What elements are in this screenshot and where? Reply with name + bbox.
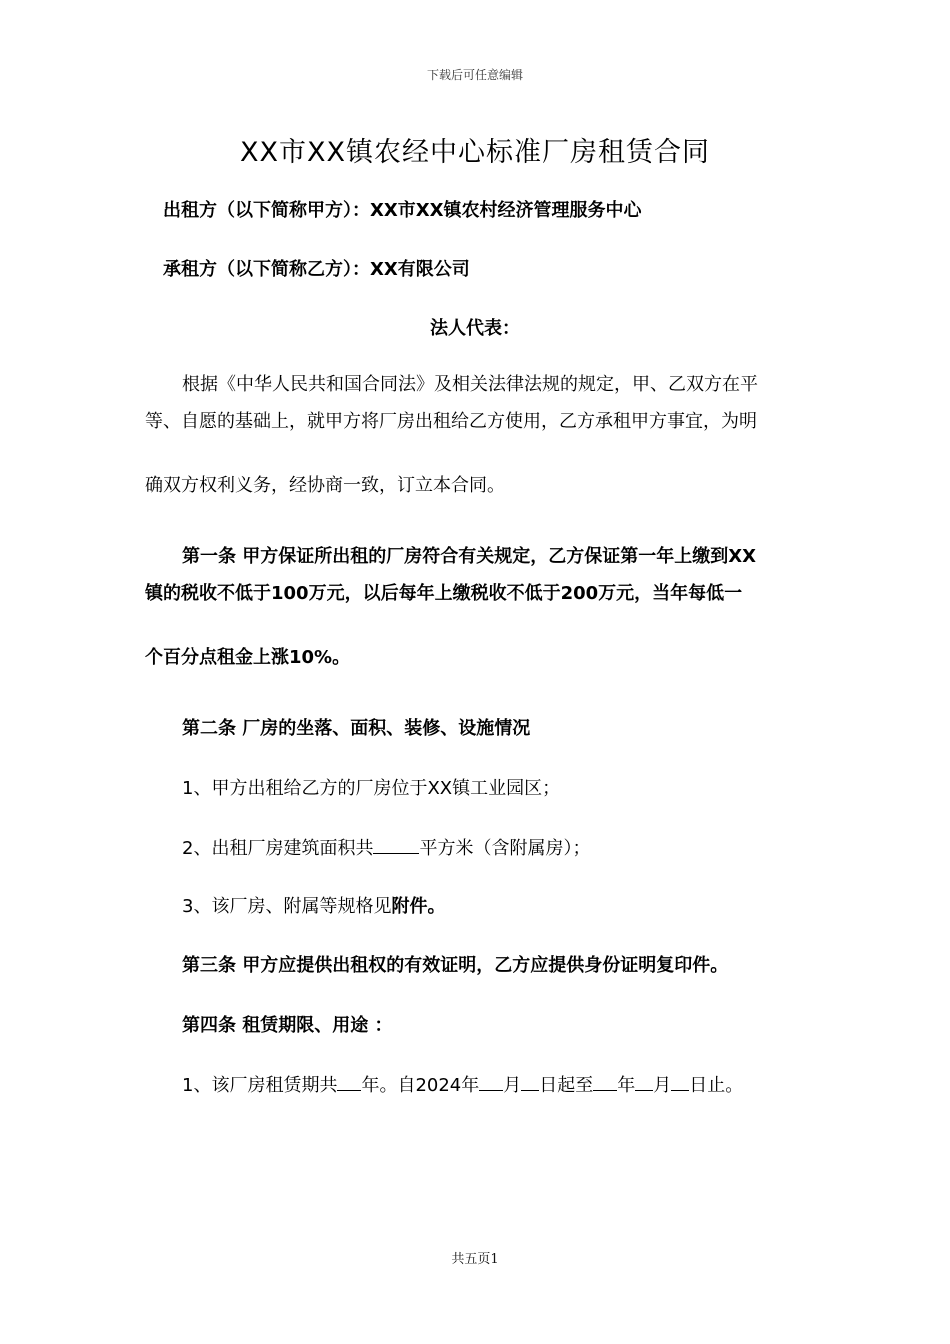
term-years-blank	[337, 1072, 361, 1091]
term-text-g: 日止。	[689, 1075, 744, 1096]
article2-item-3-text: 3、该厂房、附属等规格见	[182, 896, 392, 917]
lessee-line: 承租方（以下简称乙方）：XX有限公司	[163, 259, 470, 280]
preamble-line-1: 根据《中华人民共和国合同法》及相关法律法规的规定，甲、乙双方在平	[182, 374, 758, 395]
article2-item-1: 1、甲方出租给乙方的厂房位于XX镇工业园区；	[182, 778, 561, 799]
lessor-line: 出租方（以下简称甲方）：XX市XX镇农村经济管理服务中心	[163, 200, 642, 221]
end-month-blank	[635, 1072, 653, 1091]
legal-representative: 法人代表：	[430, 318, 520, 339]
article3: 第三条 甲方应提供出租权的有效证明，乙方应提供身份证明复印件。	[182, 955, 729, 976]
article1-line-3: 个百分点租金上涨10%。	[145, 647, 351, 668]
article2-item-3	[182, 894, 842, 920]
article2-heading: 第二条 厂房的坐落、面积、装修、设施情况	[182, 718, 531, 739]
area-blank	[373, 835, 419, 854]
term-text-e: 年	[617, 1075, 636, 1096]
article1-line-2: 镇的税收不低于100万元，以后每年上缴税收不低于200万元，当年每低一	[145, 583, 743, 604]
preamble-line-2: 等、自愿的基础上，就甲方将厂房出租给乙方使用，乙方承租甲方事宜，为明	[145, 411, 757, 432]
article2-item-2	[182, 835, 842, 862]
term-text-b: 年。自2024年	[361, 1075, 480, 1096]
preamble-line-3: 确双方权利义务，经协商一致，订立本合同。	[145, 475, 505, 496]
term-text-d: 日起至	[539, 1075, 594, 1096]
annex-reference: 附件。	[391, 896, 446, 917]
document-title: XX市XX镇农经中心标准厂房租赁合同	[240, 137, 710, 168]
header-note: 下载后可任意编辑	[426, 68, 523, 82]
start-day-blank	[521, 1072, 539, 1091]
term-text-c: 月	[503, 1075, 522, 1096]
article4-heading: 第四条 租赁期限、用途 ：	[182, 1015, 393, 1036]
article4-item-1	[182, 1072, 842, 1099]
start-month-blank	[479, 1072, 503, 1091]
end-day-blank	[671, 1072, 689, 1091]
article2-item-2-text-a: 2、出租厂房建筑面积共	[182, 838, 374, 859]
term-text-a: 1、该厂房租赁期共	[182, 1075, 338, 1096]
term-text-f: 月	[653, 1075, 672, 1096]
page-footer: 共五页1	[451, 1252, 499, 1267]
end-year-blank	[593, 1072, 617, 1091]
article1-line-1: 第一条 甲方保证所出租的厂房符合有关规定，乙方保证第一年上缴到XX	[182, 546, 757, 567]
article2-item-2-text-b: 平方米（含附属房）；	[419, 838, 591, 859]
